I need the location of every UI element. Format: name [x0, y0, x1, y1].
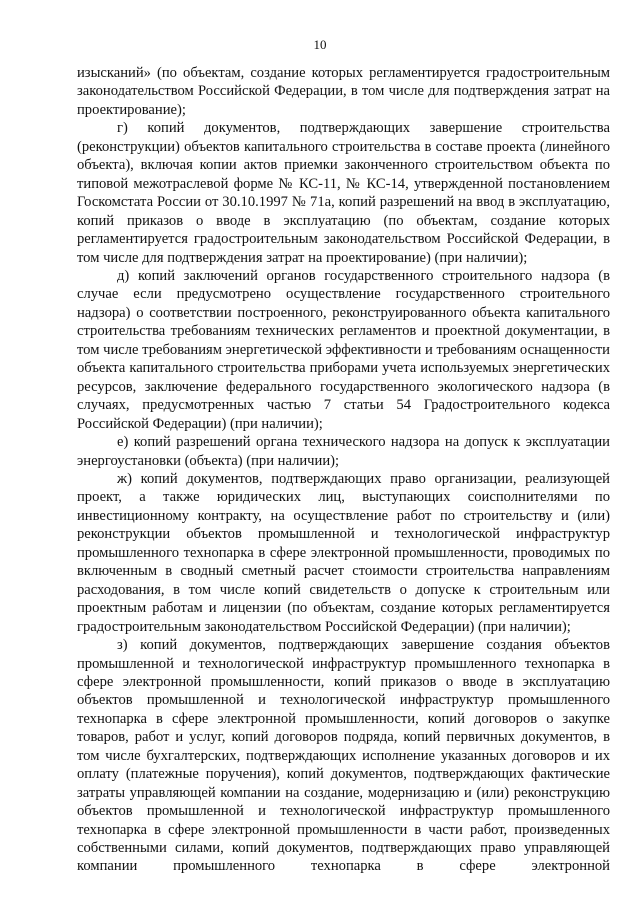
paragraph-continuation: изысканий» (по объектам, создание которых регламентируется градостроительным законодательством Российской Федерации, в том числе для подтверждения затрат на проектирование);: [77, 65, 610, 118]
page-number: 10: [313, 37, 327, 52]
paragraph-item-e: е) копий разрешений органа технического надзора на допуск к эксплуатации энергоустановки (объекта) (при наличии);: [77, 434, 610, 469]
paragraph-item-d: д) копий заключений органов государственного строительного надзора (в случае если предусмотрено осуществление государственного строительного надзора) о соответствии построенного, реконструированного объекта капитального строительства требованиям технических регламентов и проектной документации, в том числе требованиям энергетической эффективности и требованиям оснащенности объекта капитального строительства приборами учета используемых энергетических ресурсов, заключение федерального государственного экологического надзора (в случаях, предусмотренных частью 7 статьи 54 Градостроительного кодекса Российской Федерации) (при наличии);: [77, 267, 610, 432]
paragraph-item-z: з) копий документов, подтверждающих завершение создания объектов промышленной и технологической инфраструктур промышленного технопарка в сфере электронной промышленности, копий приказов о вводе в эксплуатацию объектов промышленной и технологической инфраструктур промышленного технопарка в сфере электронной промышленности, копий договоров о закупке товаров, работ и услуг, копий договоров подряда, копий первичных документов, в том числе бухгалтерских, подтверждающих исполнение указанных договоров и их оплату (платежные поручения), копий документов, подтверждающих фактические затраты управляющей компании на создание, модернизацию и (или) реконструкцию объектов промышленной и технологической инфраструктур промышленного технопарка в сфере электронной промышленности в части работ, произведенных собственными силами, копий документов, подтверждающих право управляющей компании промышленного технопарка в сфере электронной: [77, 637, 610, 875]
paragraph-item-g: г) копий документов, подтверждающих завершение строительства (реконструкции) объектов капитального строительства в составе проекта (линейного объекта), включая копии актов приемки законченного строительством объекта по типовой межотраслевой форме № КС-11, № КС-14, утвержденной постановлением Госкомстата России от 30.10.1997 № 71а, копий разрешений на ввод в эксплуатацию, копий приказов о вводе в эксплуатацию (по объектам, создание которых регламентируется градостроительным законодательством Российской Федерации, в том числе для подтверждения затрат на проектирование) (при наличии);: [77, 120, 610, 266]
document-body: [77, 64, 610, 876]
paragraph-item-zh: ж) копий документов, подтверждающих право организации, реализующей проект, а также юридических лиц, выступающих соисполнителями по инвестиционному контракту, на осуществление работ по строительству и (или) реконструкции объектов промышленной и технологической инфраструктур промышленного технопарка в сфере электронной промышленности, проводимых по включенным в сводный сметный расчет стоимости строительства направлениям расходования, в том числе копий свидетельств о допуске к строительным или проектным работам и лицензии (по объектам, создание которых регламентируется градостроительным законодательством Российской Федерации) (при наличии);: [77, 470, 610, 635]
